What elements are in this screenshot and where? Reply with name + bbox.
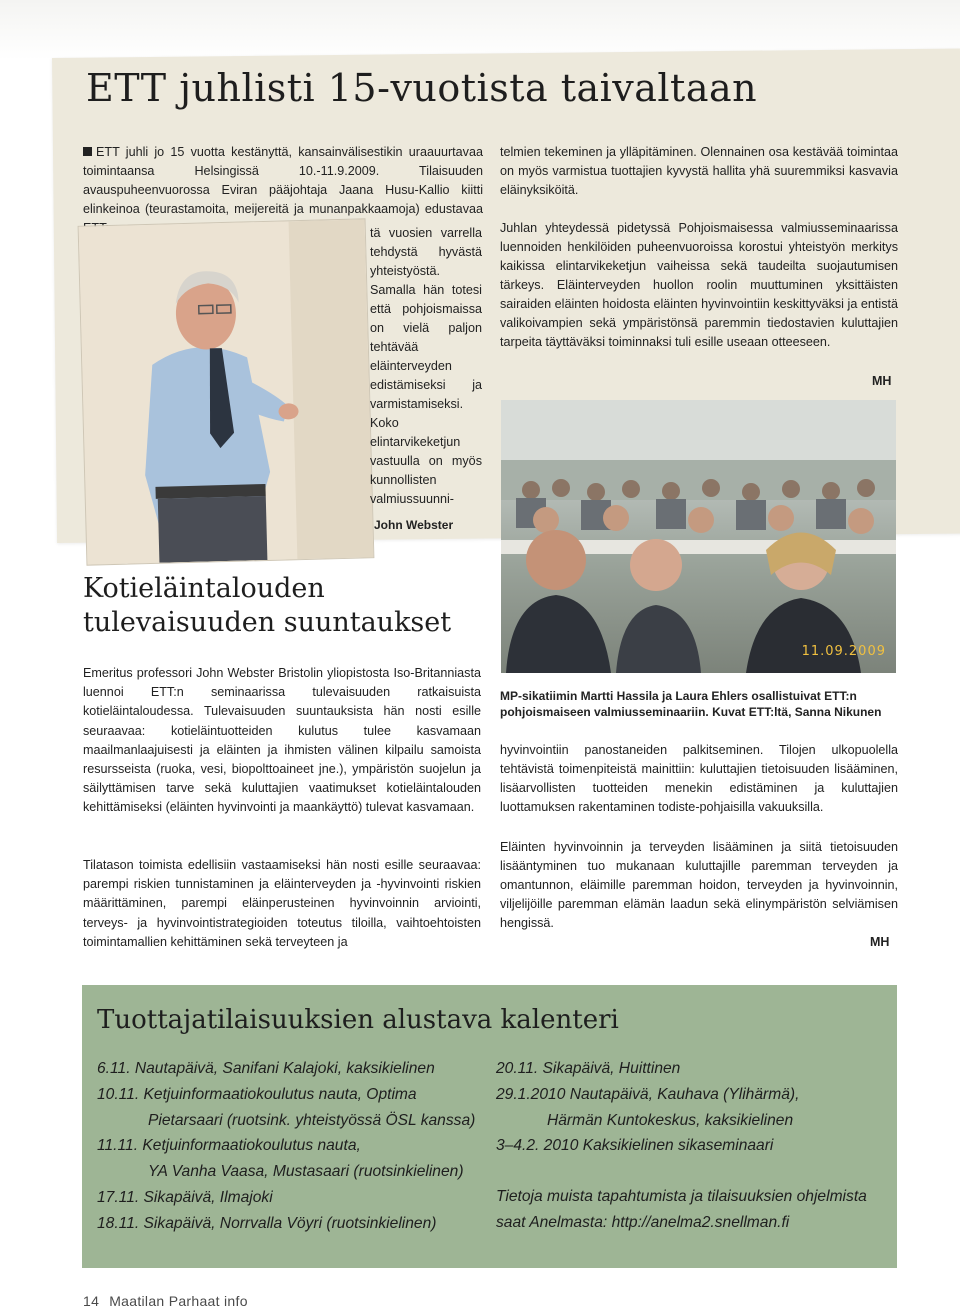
- audience-illustration: [501, 400, 896, 673]
- event-calendar-box: [82, 985, 897, 1268]
- page-number: 14: [83, 1293, 100, 1309]
- article-headline: ETT juhlisti 15-vuotista taivaltaan: [86, 66, 758, 110]
- calendar-list-left: [97, 1056, 497, 1237]
- photo-seminar-audience: [501, 400, 896, 673]
- calendar-entry: 11.11. Ketjuinformaatiokoulutus nauta,: [97, 1137, 361, 1155]
- right-column-paragraph-2: Juhlan yhteydessä pidetyssä Pohjoismaisessa valmiusseminaarissa luennoiden henkilöiden puheenvuoroissa korostui yhteistyön merkitys kaikissa elintarvikeketjun vaiheissa sekä taudeilta suojautumisen tärkeys. Eläinterveyden huollon roolin muuttuminen yksittäisten sairaiden eläinten hoidosta eläinten hyvinvointiin keskittyväksi ja entistä valikoivampien sekä ympäristönsä paremmin tiedostavien kuluttajien tarpeita täyttäväksi toiminnaksi tuli esille useaan otteeseen.: [500, 221, 898, 349]
- calendar-title: Tuottajatilaisuuksien alustava kalenteri: [97, 1005, 619, 1035]
- calendar-entry-continuation: YA Vanha Vaasa, Mustasaari (ruotsinkielinen): [148, 1163, 464, 1181]
- calendar-entry: 29.1.2010 Nautapäivä, Kauhava (Ylihärmä),: [496, 1085, 800, 1103]
- calendar-entry: 10.11. Ketjuinformaatiokoulutus nauta, Optima: [97, 1085, 417, 1103]
- calendar-note: Tietoja muista tapahtumista ja tilaisuuksien ohjelmista saat Anelmasta: http://anelma2.snellman.fi: [496, 1188, 867, 1231]
- article-signature: MH: [872, 374, 892, 388]
- webster-heading-line-2: tulevaisuuden suuntaukset: [83, 607, 452, 638]
- photo-john-webster: [78, 218, 375, 565]
- calendar-entry-continuation: Pietarsaari (ruotsink. yhteistyössä ÖSL kanssa): [148, 1111, 476, 1129]
- webster-heading-line-1: Kotieläintalouden: [83, 573, 325, 604]
- webster-paragraph-2: Tilatason toimista edellisiin vastaamiseksi hän nosti esille seuraavaa: parempi riskien tunnistaminen ja eläinterveyden ja -hyvinvointi riskien määrittäminen, parempi eläinperusteinen hyvinvoinnin arviointi, terveys- ja hyvinvointistrategioiden toteutus tiloilla, vaihtoehtoisten toimintamallien kehittäminen sekä terveyteen ja: [83, 858, 481, 949]
- publication-name: Maatilan Parhaat info: [109, 1293, 248, 1309]
- calendar-entry-continuation: Härmän Kuntokeskus, kaksikielinen: [547, 1111, 794, 1129]
- calendar-entry: 17.11. Sikapäivä, Ilmajoki: [97, 1188, 273, 1206]
- page-footer: [83, 1293, 248, 1309]
- calendar-list-right: [496, 1056, 886, 1159]
- webster-paragraph-4: Eläinten hyvinvoinnin ja terveyden lisääminen ja siitä tietoisuuden lisääntyminen tuo mukanaan kuluttajille paremman terveyden ja omantunnon, eläimille paremman hoidon, terveyden ja hyvinvoinnin, viljelijöille paremman elämän laadun sekä elinympäristön selviämisen hengissä.: [500, 840, 898, 930]
- webster-section-heading: [83, 572, 451, 640]
- calendar-entry: 6.11. Nautapäivä, Sanifani Kalajoki, kaksikielinen: [97, 1060, 435, 1077]
- photo-date-stamp: 11.09.2009: [801, 644, 886, 659]
- speaker-illustration: [79, 219, 374, 564]
- calendar-entry: 3–4.2. 2010 Kaksikielinen sikaseminaari: [496, 1137, 774, 1155]
- calendar-entry: 20.11. Sikapäivä, Huittinen: [496, 1060, 681, 1077]
- seminar-photo-caption: MP-sikatiimin Martti Hassila ja Laura Ehlers osallistuivat ETT:n pohjoismaiseen valmiusseminaariin. Kuvat ETT:ltä, Sanna Nikunen: [500, 689, 882, 719]
- photo-caption-webster: John Webster: [374, 518, 454, 532]
- webster-signature: MH: [870, 935, 890, 949]
- right-column-paragraph-1: telmien tekeminen ja ylläpitäminen. Olennainen osa kestävää toimintaa on myös varmistua tuottajien kyvystä hallita yhä suuremmiksi kasvavia eläinyksiköitä.: [500, 145, 898, 197]
- calendar-entry: 18.11. Sikapäivä, Norrvalla Vöyri (ruotsinkielinen): [97, 1214, 437, 1232]
- webster-paragraph-3: hyvinvointiin panostaneiden palkitseminen. Tilojen ulkopuolella tehtävistä toimenpiteistä mainittiin: kuluttajien tietoisuuden lisääminen, lisäarvollisten tuotteiden menekin edistäminen ja kuluttajien luottamuksen rakentaminen todiste-pohjaisilla vakuuksilla.: [500, 743, 898, 814]
- square-bullet-icon: [83, 147, 92, 156]
- webster-paragraph-1: Emeritus professori John Webster Bristolin yliopistosta Iso-Britanniasta luennoi ETT:n seminaarissa tulevaisuuden ratkaisuista kotieläintaloudessa. Tulevaisuuden suuntauksista hän nosti esille seuraavaa: kotieläintuotteiden kulutus tulee kasvamaan maailmanlaajuisesti ja eläinten ja ihmisten välinen kilpailu samoista resursseista (ruoka, vesi, biopolttoaineet jne.), ympäristön suojelun ja säilyttämisen tarve sekä kuluttajien vaatimukset kotieläintalouden kehittämiseksi (eläinten hyvinvointi ja maankäyttö) tulevat kasvamaan.: [83, 666, 481, 815]
- intro-text: ETT juhli jo 15 vuotta kestänyttä, kansainvälisestikin uraauurtavaa toimintaansa Helsingissä 10.-11.9.2009. Tilaisuuden avauspuheenvuorossa Eviran pääjohtaja Jaana Husu-Kallio kiitti elinkeinoa (teurastamoita, meijereitä ja munanpakkaamoja) edustavaa: [83, 145, 483, 216]
- intro-narrow-column: tä vuosien varrella tehdystä hyvästä yhteistyöstä. Samalla hän totesi että pohjoismaissa on vielä paljon tehtävää eläinterveyden edistämiseksi ja varmistamiseksi. Koko elintarvikeketjun vastuulla on myös kunnollisten valmiussuunni-: [370, 226, 482, 506]
